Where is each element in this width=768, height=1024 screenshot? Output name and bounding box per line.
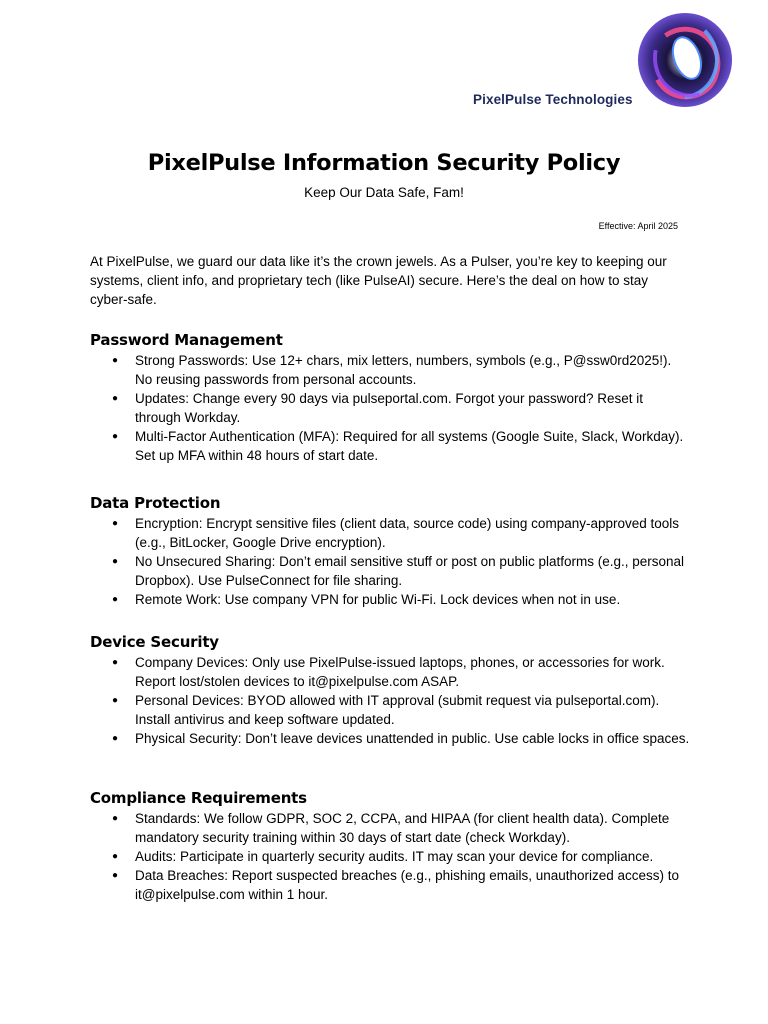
bullet-icon: ● — [112, 518, 119, 529]
list-item-text: Strong Passwords: Use 12+ chars, mix letters, numbers, symbols (e.g., P@ssw0rd2025!). No reusing passwords from personal accounts. — [135, 353, 672, 387]
list-item — [90, 514, 690, 552]
section-heading: Compliance Requirements — [90, 789, 307, 807]
list-item-text: Company Devices: Only use PixelPulse-issued laptops, phones, or accessories for work. Report lost/stolen devices to it@pixelpulse.com ASAP. — [135, 655, 665, 689]
list-item — [90, 389, 690, 427]
document-title: PixelPulse Information Security Policy — [147, 150, 621, 176]
section-heading: Data Protection — [90, 494, 221, 512]
list-item — [90, 427, 690, 465]
list-item-text: Data Breaches: Report suspected breaches (e.g., phishing emails, unauthorized access) to it@pixelpulse.com within 1 hour. — [135, 868, 680, 902]
bullet-icon: ● — [112, 813, 119, 824]
list-item — [90, 809, 690, 847]
list-item-text: No Unsecured Sharing: Don’t email sensitive stuff or post on public platforms (e.g., personal Dropbox). Use PulseConnect for file sharing. — [135, 554, 685, 588]
bullet-list — [90, 653, 690, 748]
effective-date: Effective: April 2025 — [598, 221, 678, 231]
section-data-protection — [90, 492, 690, 609]
list-item — [90, 653, 690, 691]
list-item — [90, 847, 690, 866]
bullet-list — [90, 809, 690, 904]
bullet-icon: ● — [112, 556, 119, 567]
list-item-text: Personal Devices: BYOD allowed with IT approval (submit request via pulseportal.com). Install antivirus and keep software updated. — [135, 693, 660, 727]
company-name: PixelPulse Technologies — [473, 92, 633, 107]
bullet-icon: ● — [112, 657, 119, 668]
list-item-text: Physical Security: Don’t leave devices unattended in public. Use cable locks in office spaces. — [135, 731, 690, 746]
section-device-security — [90, 631, 690, 748]
list-item-text: Multi-Factor Authentication (MFA): Required for all systems (Google Suite, Slack, Workday). Set up MFA within 48 hours of start date. — [135, 429, 684, 463]
list-item — [90, 729, 690, 748]
list-item — [90, 590, 690, 609]
list-item-text: Remote Work: Use company VPN for public Wi-Fi. Lock devices when not in use. — [135, 592, 621, 607]
list-item-text: Audits: Participate in quarterly security audits. IT may scan your device for compliance. — [135, 849, 654, 864]
list-item — [90, 691, 690, 729]
bullet-list — [90, 351, 690, 465]
swirl-logo-icon — [636, 10, 734, 110]
list-item-text: Updates: Change every 90 days via pulseportal.com. Forgot your password? Reset it through Workday. — [135, 391, 644, 425]
section-heading: Device Security — [90, 633, 219, 651]
list-item-text: Standards: We follow GDPR, SOC 2, CCPA, and HIPAA (for client health data). Complete mandatory security training within 30 days of start date (check Workday). — [135, 811, 670, 845]
bullet-icon: ● — [112, 851, 119, 862]
bullet-icon: ● — [112, 870, 119, 881]
section-heading: Password Management — [90, 331, 283, 349]
bullet-icon: ● — [112, 431, 119, 442]
list-item-text: Encryption: Encrypt sensitive files (client data, source code) using company-approved tools (e.g., BitLocker, Google Drive encryption). — [135, 516, 680, 550]
bullet-icon: ● — [112, 355, 119, 366]
document-subtitle: Keep Our Data Safe, Fam! — [304, 185, 464, 200]
bullet-icon: ● — [112, 733, 119, 744]
bullet-list — [90, 514, 690, 609]
list-item — [90, 351, 690, 389]
bullet-icon: ● — [112, 393, 119, 404]
bullet-icon: ● — [112, 695, 119, 706]
section-password-management — [90, 329, 690, 465]
section-compliance-requirements — [90, 787, 690, 904]
list-item — [90, 552, 690, 590]
list-item — [90, 866, 690, 904]
intro-paragraph: At PixelPulse, we guard our data like it’s the crown jewels. As a Pulser, you’re key to keeping our systems, client info, and proprietary tech (like PulseAI) secure. Here’s the deal on how to stay cyber-safe. — [90, 254, 667, 307]
bullet-icon: ● — [112, 594, 119, 605]
